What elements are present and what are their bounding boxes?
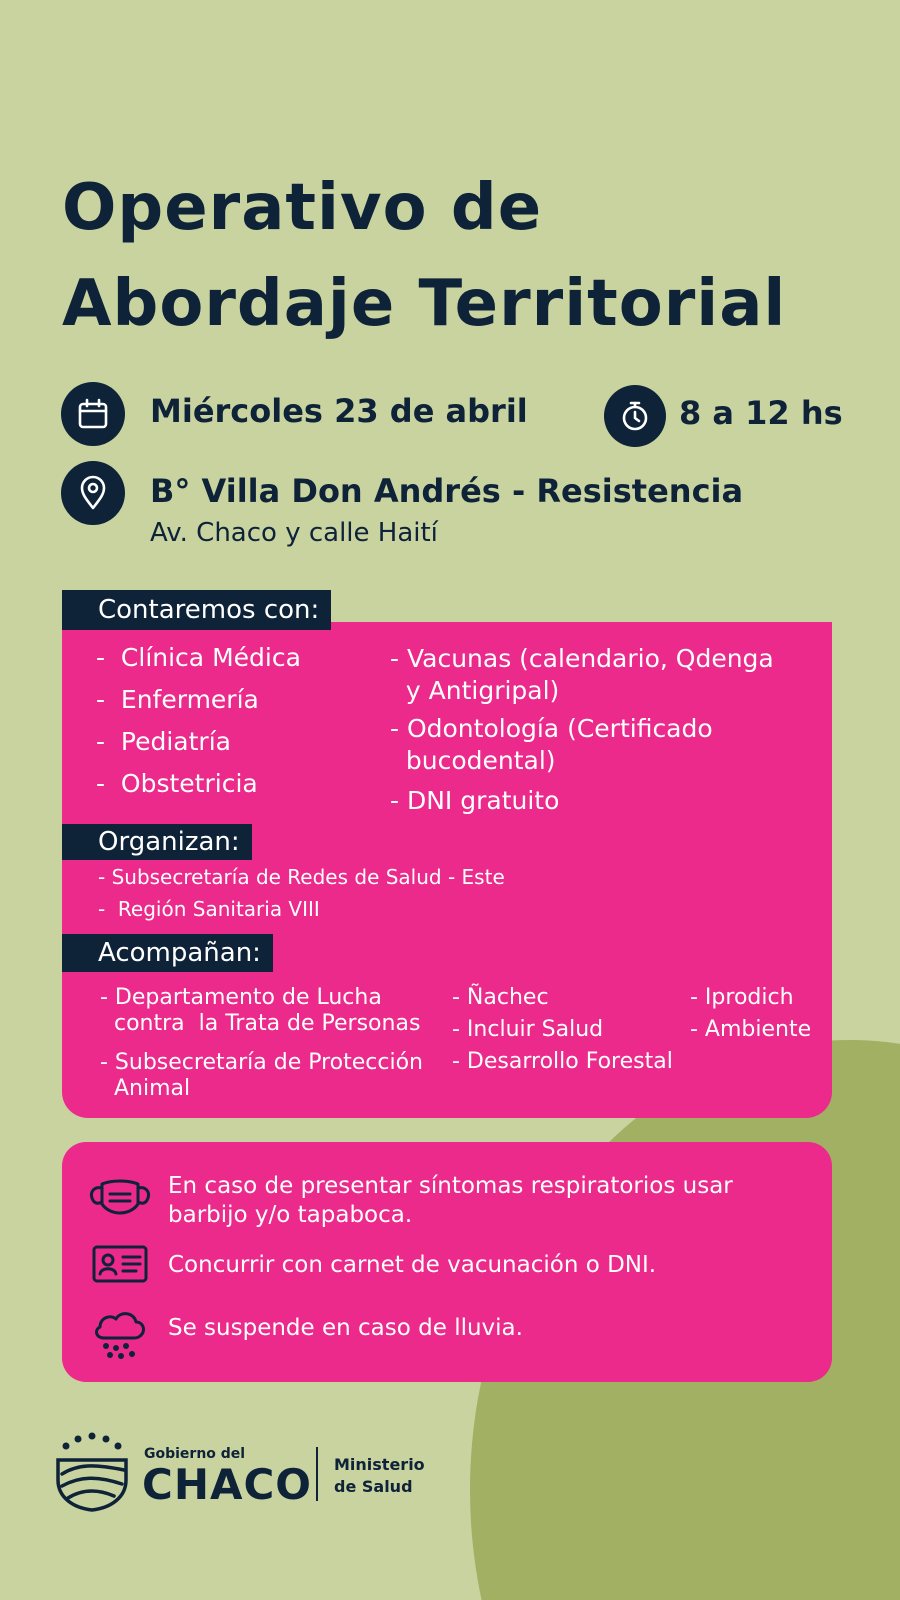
event-time: 8 a 12 hs	[679, 394, 843, 432]
partner-item: - Subsecretaría de Protección	[100, 1050, 423, 1075]
service-item: - DNI gratuito	[390, 786, 560, 815]
organizer-item: - Subsecretaría de Redes de Salud - Este	[98, 865, 505, 889]
partners-header: Acompañan:	[62, 934, 273, 972]
location-pin-icon	[61, 461, 125, 525]
title-line-2: Abordaje Territorial	[62, 267, 787, 341]
calendar-icon	[61, 382, 125, 446]
ministry-label	[334, 1454, 425, 1498]
partner-item: - Iprodich	[690, 985, 794, 1010]
ministry-line-1: Ministerio	[334, 1455, 425, 1474]
partner-item: - Ñachec	[452, 985, 549, 1010]
title-line-1: Operativo de	[62, 171, 543, 245]
service-item: - Enfermería	[96, 685, 259, 714]
partner-item: - Desarrollo Forestal	[452, 1049, 673, 1074]
footer-divider	[316, 1447, 318, 1501]
note-id: Concurrir con carnet de vacunación o DNI.	[168, 1252, 657, 1278]
partner-item-cont: Animal	[100, 1076, 191, 1101]
note-rain: Se suspende en caso de lluvia.	[168, 1315, 523, 1341]
event-date: Miércoles 23 de abril	[150, 392, 528, 430]
chaco-label: CHACO	[142, 1460, 313, 1509]
service-item: - Vacunas (calendario, Qdenga	[390, 644, 774, 673]
note-mask-line2: barbijo y/o tapaboca.	[168, 1202, 413, 1228]
service-item: - Pediatría	[96, 727, 231, 756]
service-item: - Obstetricia	[96, 769, 258, 798]
note-mask-line1: En caso de presentar síntomas respiratorios usar	[168, 1173, 733, 1199]
organizer-item: - Región Sanitaria VIII	[98, 897, 320, 921]
page-title	[62, 160, 786, 352]
ministry-line-2: de Salud	[334, 1477, 413, 1496]
partner-item: - Incluir Salud	[452, 1017, 604, 1042]
event-address: Av. Chaco y calle Haití	[150, 518, 438, 548]
stopwatch-icon	[604, 385, 666, 447]
services-header: Contaremos con:	[62, 590, 331, 630]
service-item: - Clínica Médica	[96, 643, 301, 672]
partner-item-cont: contra la Trata de Personas	[100, 1011, 421, 1036]
id-card-icon	[92, 1244, 148, 1288]
partner-item: - Ambiente	[690, 1017, 812, 1042]
event-place: B° Villa Don Andrés - Resistencia	[150, 472, 744, 510]
service-item-cont: bucodental)	[390, 746, 556, 775]
rain-cloud-icon	[90, 1306, 150, 1366]
organizers-header: Organizan:	[62, 824, 252, 860]
service-item-cont: y Antigripal)	[390, 676, 560, 705]
gobierno-label: Gobierno del	[144, 1446, 246, 1462]
service-item: - Odontología (Certificado	[390, 714, 713, 743]
chaco-logo-icon	[54, 1430, 130, 1516]
partner-item: - Departamento de Lucha	[100, 985, 382, 1010]
face-mask-icon	[88, 1174, 152, 1226]
